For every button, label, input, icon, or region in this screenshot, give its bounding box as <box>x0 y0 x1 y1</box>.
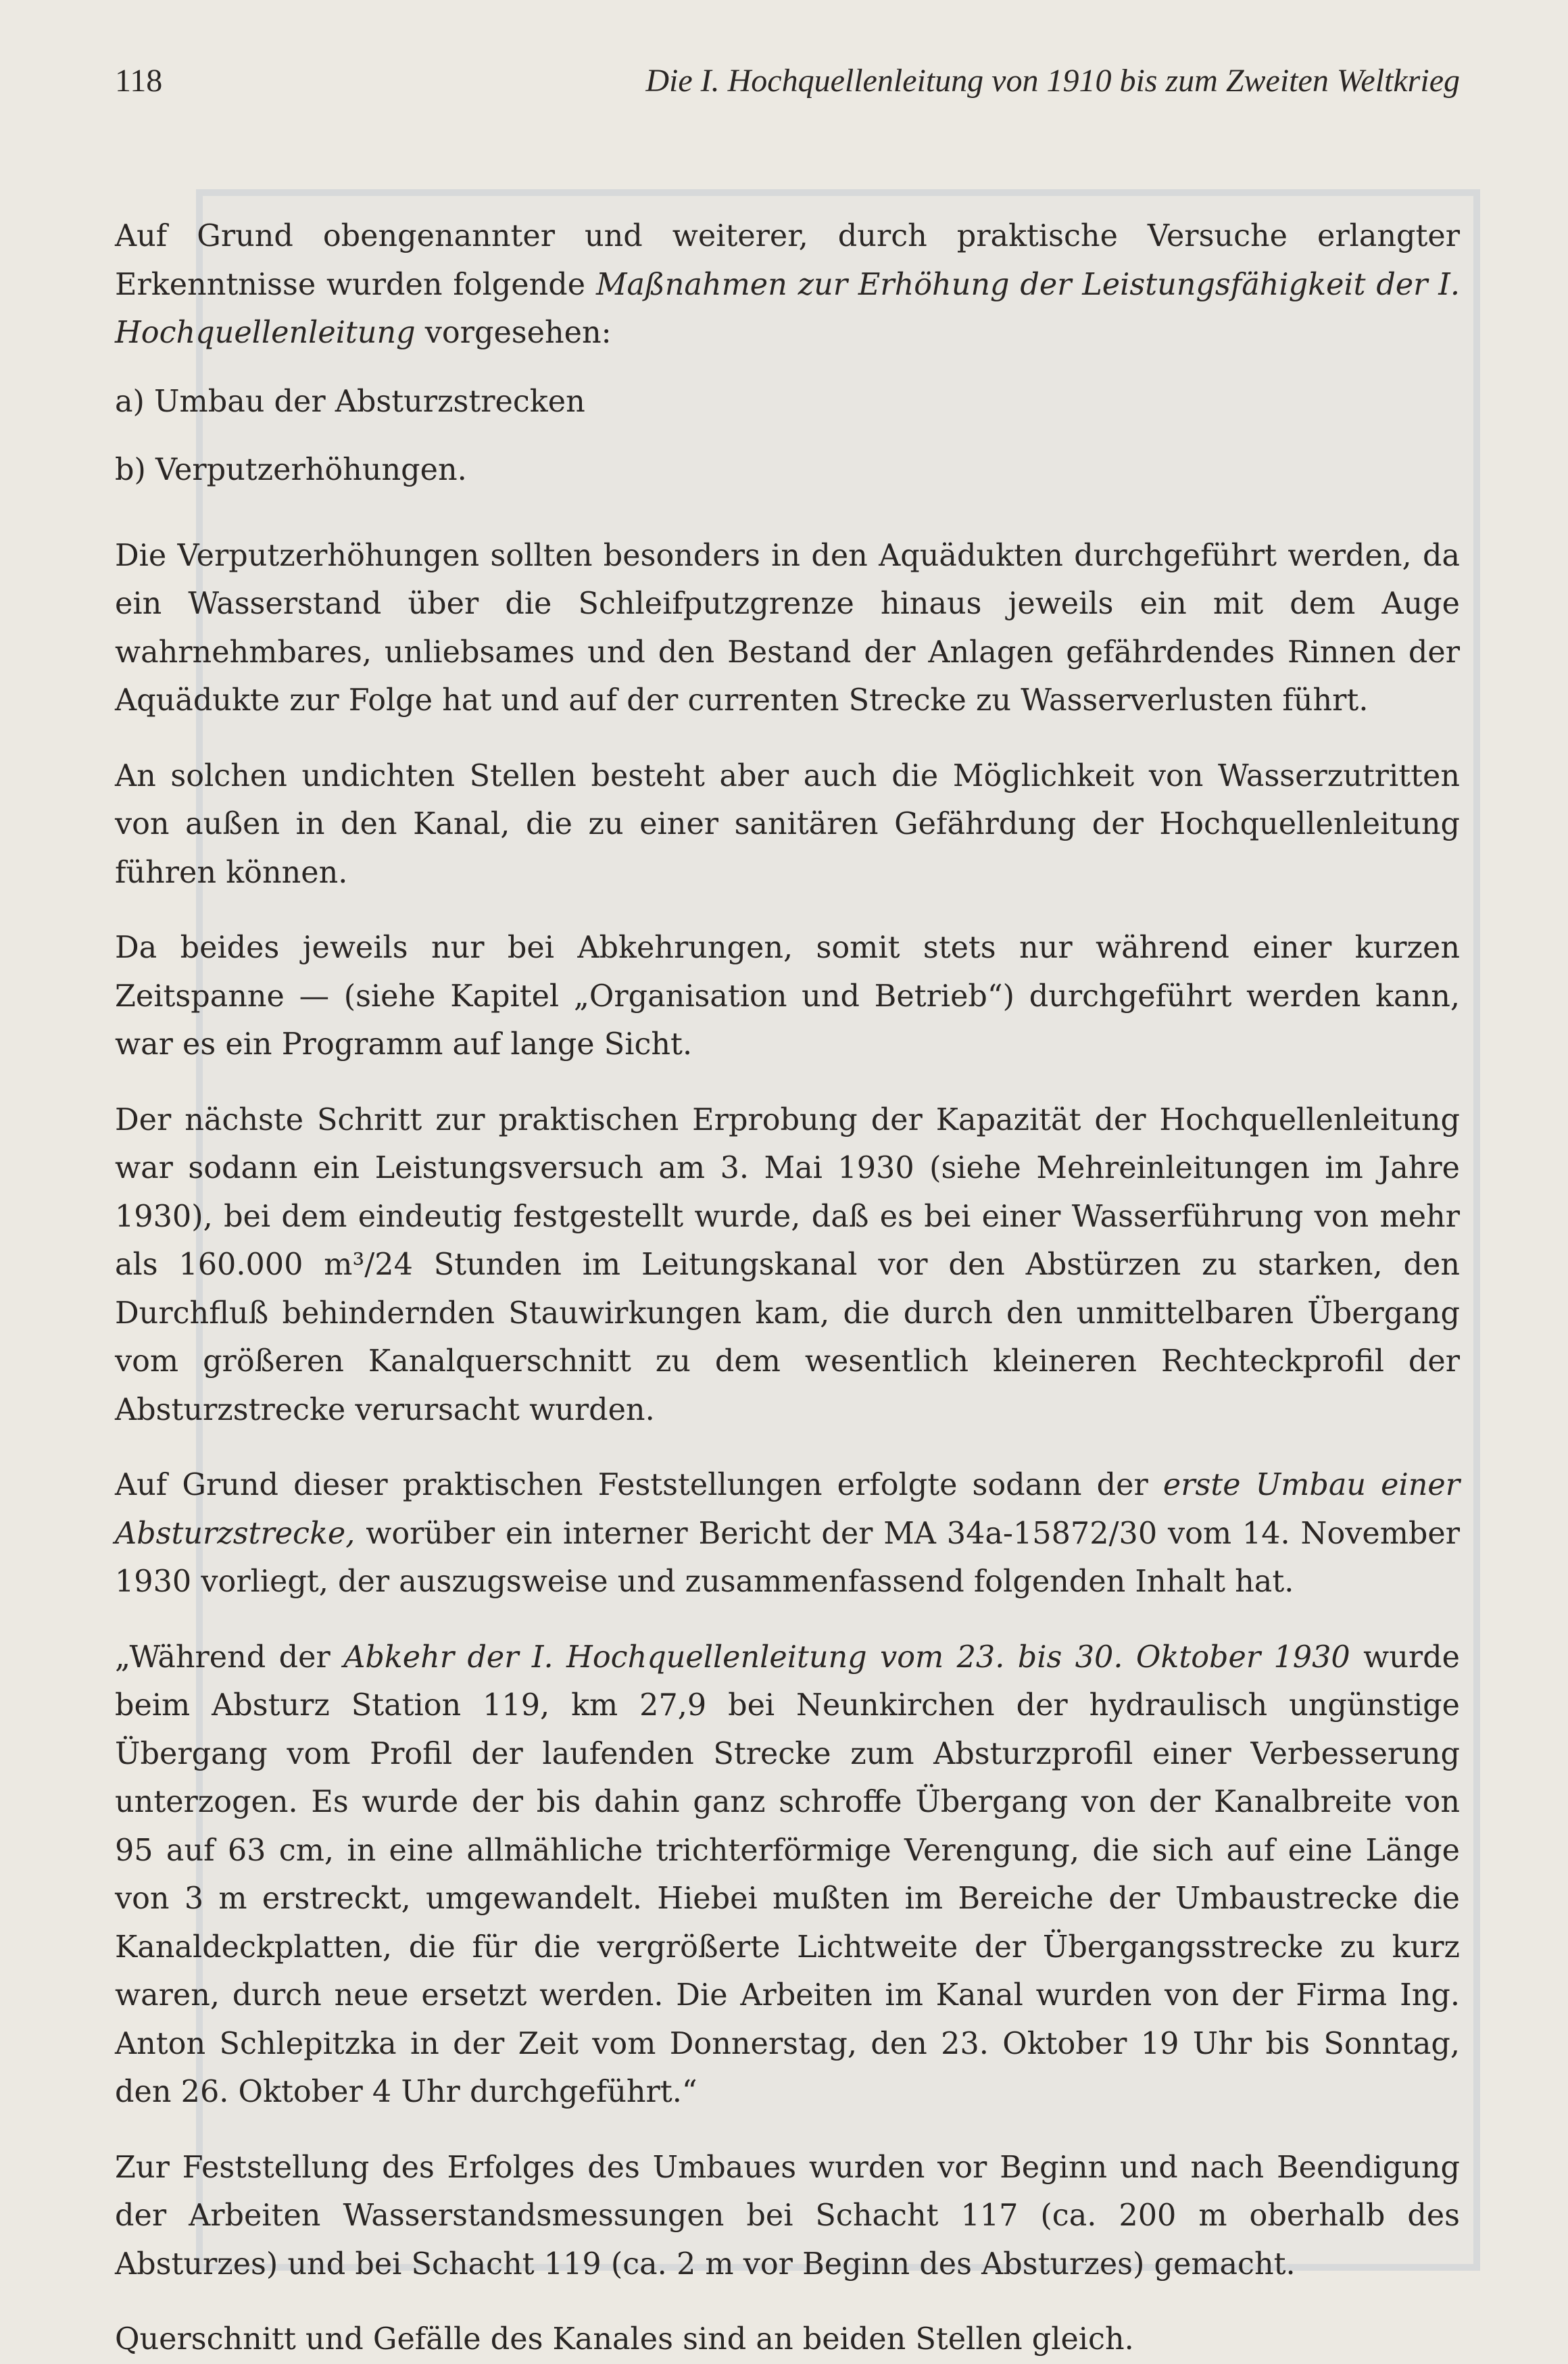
quote-paragraph <box>115 1633 1460 2117</box>
quote-text: „Während der <box>115 1640 344 1675</box>
page-body <box>115 212 1460 2364</box>
running-title: Die I. Hochquellenleitung von 1910 bis zum Zweiten Weltkrieg <box>645 63 1460 99</box>
paragraph-erster-umbau <box>115 1461 1460 1606</box>
intro-paragraph <box>115 212 1460 358</box>
umbau-text: Auf Grund dieser praktischen Feststellungen erfolgte sodann der <box>115 1468 1163 1502</box>
paragraph-verputz: Die Verputzerhöhungen sollten besonders in den Aquädukten durchgeführt werden, da ein Wasserstand über die Schleifputzgrenze hinaus jeweils ein mit dem Auge wahrnehmbares, unliebsames und den Bestand der Anlagen gefährdendes Rinnen der Aquädukte zur Folge hat und auf der currenten Strecke zu Wasserverlusten führt. <box>115 538 1460 718</box>
page-number: 118 <box>115 63 163 99</box>
list-item-b: b) Verputzerhöhungen. <box>115 453 467 487</box>
page-header <box>115 62 1460 116</box>
list-item-a: a) Umbau der Absturzstrecken <box>115 384 585 419</box>
quote-emphasis: Abkehr der I. Hochquellenleitung vom 23. bis 30. Oktober 1930 <box>343 1640 1350 1675</box>
paragraph-querschnitt: Querschnitt und Gefälle des Kanales sind an beiden Stellen gleich. <box>115 2322 1134 2357</box>
intro-emphasis: Maßnahmen zur Erhöhung der Leistungsfähigkeit der I. Hochquellenleitung <box>115 267 1460 350</box>
umbau-text-end: worüber ein interner Bericht der MA 34a-15872/30 vom 14. November 1930 vorliegt, der auszugsweise und zusammenfassend folgenden Inhalt hat. <box>115 1516 1460 1599</box>
quote-text-end: wurde beim Absturz Station 119, km 27,9 bei Neunkirchen der hydraulisch ungünstige Übergang vom Profil der laufenden Strecke zum Absturzprofil einer Verbesserung unterzogen. Es wurde der bis dahin ganz schroffe Übergang von der Kanalbreite von 95 auf 63 cm, in eine allmähliche trichterförmige Verengung, die sich auf eine Länge von 3 m erstreckt, umgewandelt. Hiebei mußten im Bereiche der Umbaustrecke die Kanaldeckplatten, die für die vergrößerte Lichtweite der Übergangsstrecke zu kurz waren, durch neue ersetzt werden. Die Arbeiten im Kanal wurden von der Firma Ing. Anton Schlepitzka in der Zeit vom Donnerstag, den 23. Oktober 19 Uhr bis Sonntag, den 26. Oktober 4 Uhr durchgeführt.“ <box>115 1640 1460 2109</box>
intro-text: Auf Grund obengenannter und weiterer, durch praktische Versuche erlangter Erkenntnisse wurden folgende <box>115 219 1460 302</box>
paragraph-messungen: Zur Feststellung des Erfolges des Umbaues wurden vor Beginn und nach Beendigung der Arbeiten Wasserstandsmessungen bei Schacht 117 (ca. 200 m oberhalb des Absturzes) und bei Schacht 119 (ca. 2 m vor Beginn des Absturzes) gemacht. <box>115 2150 1460 2282</box>
paragraph-abkehrungen: Da beides jeweils nur bei Abkehrungen, somit stets nur während einer kurzen Zeitspanne — (siehe Kapitel „Organisation und Betrieb“) durchgeführt werden kann, war es ein Programm auf lange Sicht. <box>115 931 1460 1062</box>
intro-text-end: vorgesehen: <box>415 316 612 350</box>
paragraph-leistungsversuch: Der nächste Schritt zur praktischen Erprobung der Kapazität der Hochquellenleitung war sodann ein Leistungsversuch am 3. Mai 1930 (siehe Mehreinleitungen im Jahre 1930), bei dem eindeutig festgestellt wurde, daß es bei einer Wasserführung von mehr als 160.000 m³/24 Stunden im Leitungskanal vor den Abstürzen zu starken, den Durchfluß behindernden Stauwirkungen kam, die durch den unmittelbaren Übergang vom größeren Kanalquerschnitt zu dem wesentlich kleineren Rechteckprofil der Absturzstrecke verursacht wurden. <box>115 1102 1460 1427</box>
umbau-emphasis: erste Umbau einer Absturzstrecke, <box>115 1468 1461 1551</box>
paragraph-undichte-stellen: An solchen undichten Stellen besteht aber auch die Möglichkeit von Wasserzutritten von außen in den Kanal, die zu einer sanitären Gefährdung der Hochquellenleitung führen können. <box>115 758 1460 890</box>
